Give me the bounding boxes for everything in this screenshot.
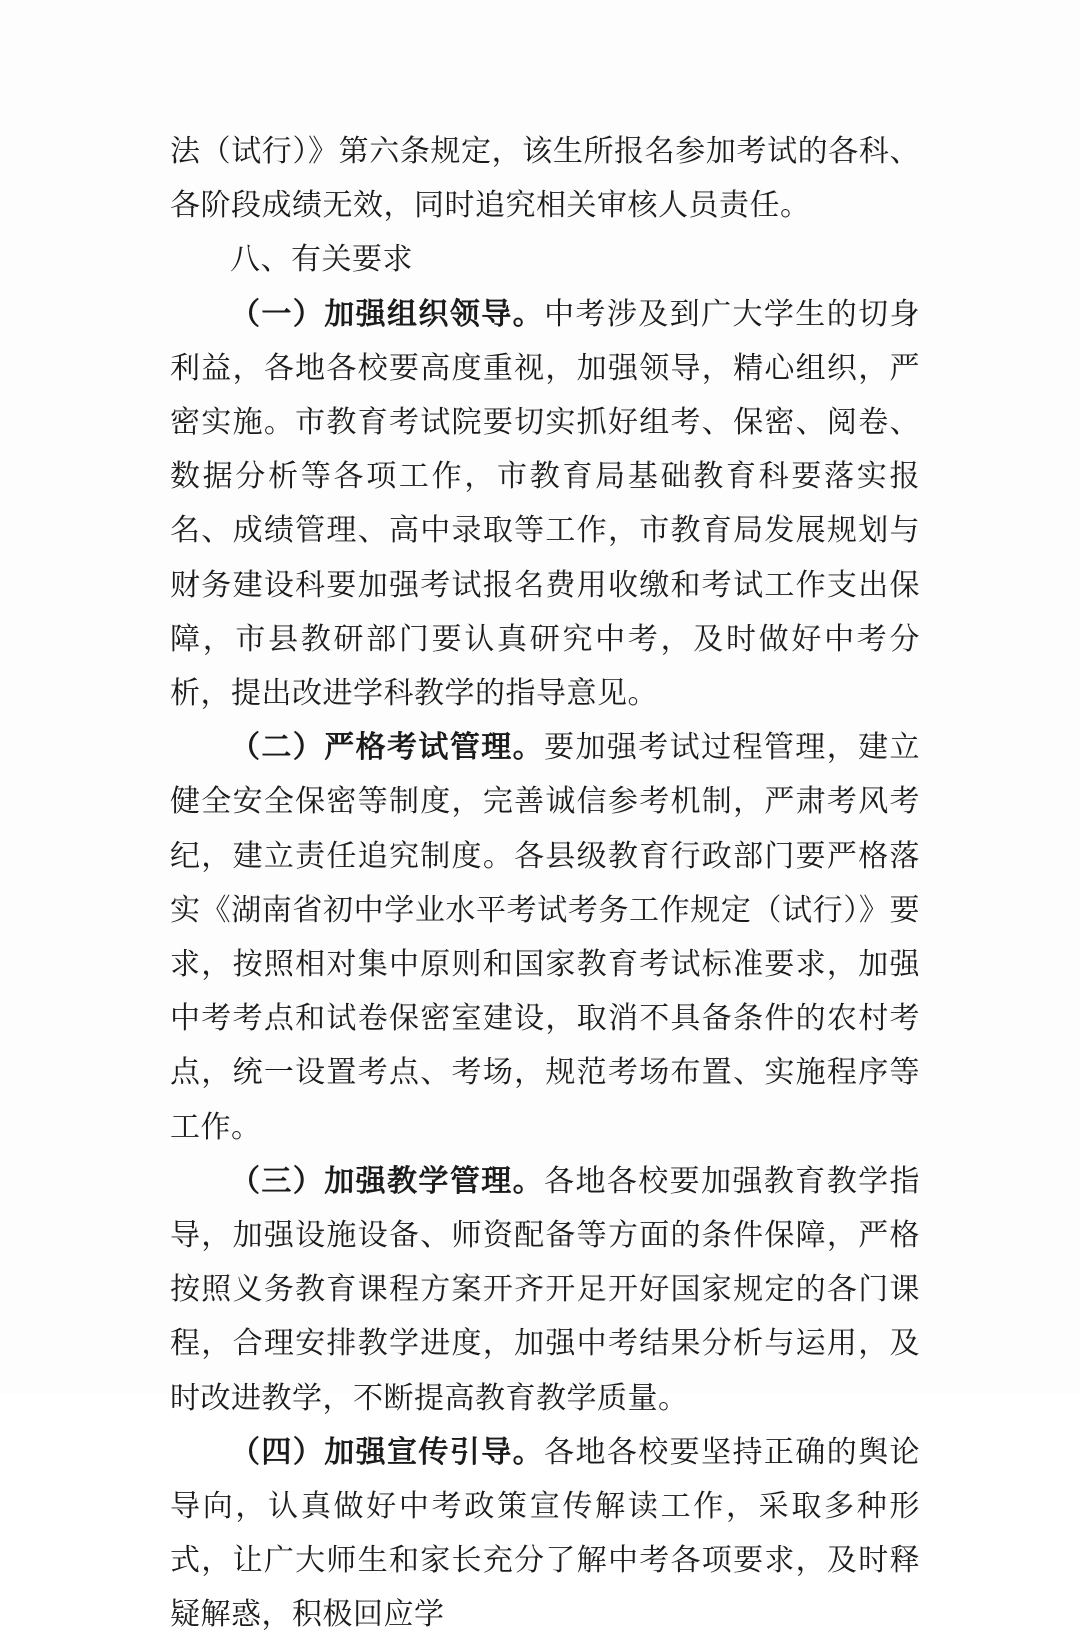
- continuation-paragraph: [170, 125, 920, 233]
- requirement-item-3-body: 各地各校要加强教育教学指导，加强设施设备、师资配备等方面的条件保障，严格按照义务教育课程方案开齐开足开好国家规定的各门课程，合理安排教学进度，加强中考结果分析与运用，及时改进教学，不断提高教育教学质量。: [170, 1163, 921, 1416]
- requirement-item-3-lead: （三）加强教学管理。: [230, 1163, 545, 1199]
- requirement-item-2-lead: （二）严格考试管理。: [230, 730, 545, 766]
- section-heading-text: 八、有关要求: [230, 242, 413, 278]
- continuation-text: 法（试行）》第六条规定，该生所报名参加考试的各科、各阶段成绩无效，同时追究相关审核人员责任。: [170, 134, 920, 224]
- requirement-item-3: [170, 1155, 920, 1426]
- requirement-item-4: [170, 1426, 920, 1643]
- requirement-item-4-lead: （四）加强宣传引导。: [230, 1434, 545, 1470]
- requirement-item-4-body: 各地各校要坚持正确的舆论导向，认真做好中考政策宣传解读工作，采取多种形式，让广大师生和家长充分了解中考各项要求，及时释疑解惑，积极回应学: [170, 1434, 921, 1633]
- requirement-item-1-body: 中考涉及到广大学生的切身利益，各地各校要高度重视，加强领导，精心组织，严密实施。市教育考试院要切实抓好组考、保密、阅卷、数据分析等各项工作，市教育局基础教育科要落实报名、成绩管理、高中录取等工作，市教育局发展规划与财务建设科要加强考试报名费用收缴和考试工作支出保障，市县教研部门要认真研究中考，及时做好中考分析，提出改进学科教学的指导意见。: [170, 296, 921, 712]
- section-heading: [170, 233, 920, 287]
- requirement-item-1-lead: （一）加强组织领导。: [230, 296, 545, 332]
- requirement-item-2: [170, 721, 920, 1155]
- requirement-item-2-body: 要加强考试过程管理，建立健全安全保密等制度，完善诚信参考机制，严肃考风考纪，建立责任追究制度。各县级教育行政部门要严格落实《湖南省初中学业水平考试考务工作规定（试行）》要求，按照相对集中原则和国家教育考试标准要求，加强中考考点和试卷保密室建设，取消不具备条件的农村考点，统一设置考点、考场，规范考场布置、实施程序等工作。: [170, 730, 921, 1145]
- requirement-item-1: [170, 288, 920, 722]
- document-body: [170, 125, 920, 1643]
